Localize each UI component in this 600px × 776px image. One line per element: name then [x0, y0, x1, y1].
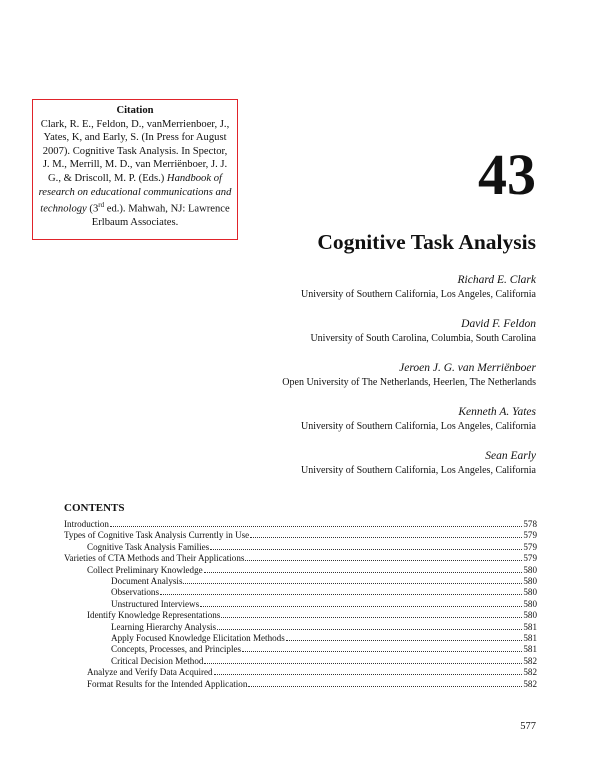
toc-entry-title: Critical Decision Method [111, 655, 204, 666]
toc-leader-dots [250, 537, 522, 538]
toc-leader-dots [204, 663, 522, 664]
toc-entry-title: Introduction [64, 519, 109, 529]
citation-text: Clark, R. E., Feldon, D., vanMerrienboer, J., Yates, K, and Early, S. (In Press for August 2007). Cognitive Task Analysis. In Spector, J. M., Merrill, M. D., van Merriënboer, J. J. G., & Driscoll, M. P. (Eds.) Handbook of research on educational communications and technology (3rd ed.). Mahwah, NJ: Lawrence Erlbaum Associates. [38, 118, 232, 229]
toc-entry[interactable] [64, 599, 537, 610]
toc-leader-dots [217, 629, 522, 630]
author-entry [116, 449, 536, 493]
toc-entry-page: 579 [523, 553, 537, 564]
toc-entry-title: Format Results for the Intended Application [87, 678, 248, 689]
toc-entry[interactable] [64, 576, 537, 587]
toc-entry[interactable] [64, 587, 537, 598]
page-number: 577 [520, 721, 536, 732]
toc-entry-page: 581 [523, 644, 537, 655]
toc-entry-title: Collect Preliminary Knowledge [87, 564, 203, 575]
toc-entry[interactable] [64, 667, 537, 678]
toc-entry-page: 579 [523, 541, 537, 552]
toc-entry-page: 579 [523, 530, 537, 541]
toc-entry-title: Varieties of CTA Methods and Their Applications [64, 553, 245, 564]
toc-entry-page: 580 [523, 587, 537, 598]
toc-entry-title: Identify Knowledge Representations [87, 610, 221, 621]
toc-entry-title: Cognitive Task Analysis Families [87, 541, 210, 552]
author-entry [116, 361, 536, 405]
toc-entry-page: 578 [523, 519, 537, 529]
toc-entry[interactable] [64, 679, 537, 690]
citation-title: Citation [116, 105, 154, 116]
author-entry [116, 317, 536, 361]
toc-entry-page: 582 [523, 655, 537, 666]
toc-leader-dots [210, 549, 522, 550]
table-of-contents [64, 519, 537, 690]
author-name: Kenneth A. Yates [458, 406, 536, 418]
toc-entry-page: 582 [523, 678, 537, 689]
toc-entry[interactable] [64, 542, 537, 553]
chapter-title: Cognitive Task Analysis [317, 230, 536, 254]
author-affiliation: University of Southern California, Los Angeles, California [301, 465, 536, 476]
toc-entry-title: Observations [111, 587, 159, 598]
author-affiliation: University of Southern California, Los Angeles, California [301, 421, 536, 432]
toc-leader-dots [160, 594, 522, 595]
toc-leader-dots [245, 560, 522, 561]
contents-heading: CONTENTS [64, 502, 125, 514]
author-name: Jeroen J. G. van Merriënboer [399, 362, 536, 374]
toc-entry[interactable] [64, 530, 537, 541]
toc-entry-page: 580 [523, 564, 537, 575]
toc-entry[interactable] [64, 622, 537, 633]
toc-entry-page: 581 [523, 621, 537, 632]
toc-entry-page: 580 [523, 610, 537, 621]
author-affiliation: University of Southern California, Los Angeles, California [301, 289, 536, 300]
toc-entry[interactable] [64, 519, 537, 530]
toc-entry-title: Types of Cognitive Task Analysis Currently in Use [64, 530, 250, 541]
author-affiliation: University of South Carolina, Columbia, South Carolina [310, 333, 536, 344]
toc-entry[interactable] [64, 553, 537, 564]
toc-leader-dots [110, 526, 522, 527]
toc-leader-dots [183, 583, 522, 584]
toc-leader-dots [242, 651, 522, 652]
author-list [116, 273, 536, 493]
toc-entry-title: Document Analysis [111, 576, 183, 587]
author-affiliation: Open University of The Netherlands, Heerlen, The Netherlands [282, 377, 536, 388]
author-name: Sean Early [485, 450, 536, 462]
toc-entry[interactable] [64, 644, 537, 655]
toc-leader-dots [286, 640, 523, 641]
toc-entry-page: 582 [523, 667, 537, 678]
toc-leader-dots [204, 572, 523, 573]
toc-leader-dots [221, 617, 522, 618]
toc-entry-title: Apply Focused Knowledge Elicitation Methods [111, 633, 285, 644]
author-entry [116, 405, 536, 449]
author-name: David F. Feldon [461, 318, 536, 330]
toc-leader-dots [248, 686, 522, 687]
toc-entry-title: Concepts, Processes, and Principles [111, 644, 242, 655]
toc-leader-dots [214, 674, 523, 675]
toc-entry-page: 580 [523, 598, 537, 609]
toc-entry-title: Learning Hierarchy Analysis [111, 621, 217, 632]
toc-leader-dots [200, 606, 522, 607]
citation-box [32, 99, 238, 240]
toc-entry-page: 580 [523, 576, 537, 587]
chapter-number: 43 [478, 142, 536, 207]
toc-entry[interactable] [64, 633, 537, 644]
toc-entry[interactable] [64, 656, 537, 667]
toc-entry[interactable] [64, 565, 537, 576]
toc-entry-page: 581 [523, 633, 537, 644]
book-title: Handbook of research on educational communications and technology [38, 172, 232, 215]
author-entry [116, 273, 536, 317]
author-name: Richard E. Clark [457, 274, 536, 286]
toc-entry[interactable] [64, 610, 537, 621]
toc-entry-title: Unstructured Interviews [111, 598, 200, 609]
toc-entry-title: Analyze and Verify Data Acquired [87, 667, 213, 678]
